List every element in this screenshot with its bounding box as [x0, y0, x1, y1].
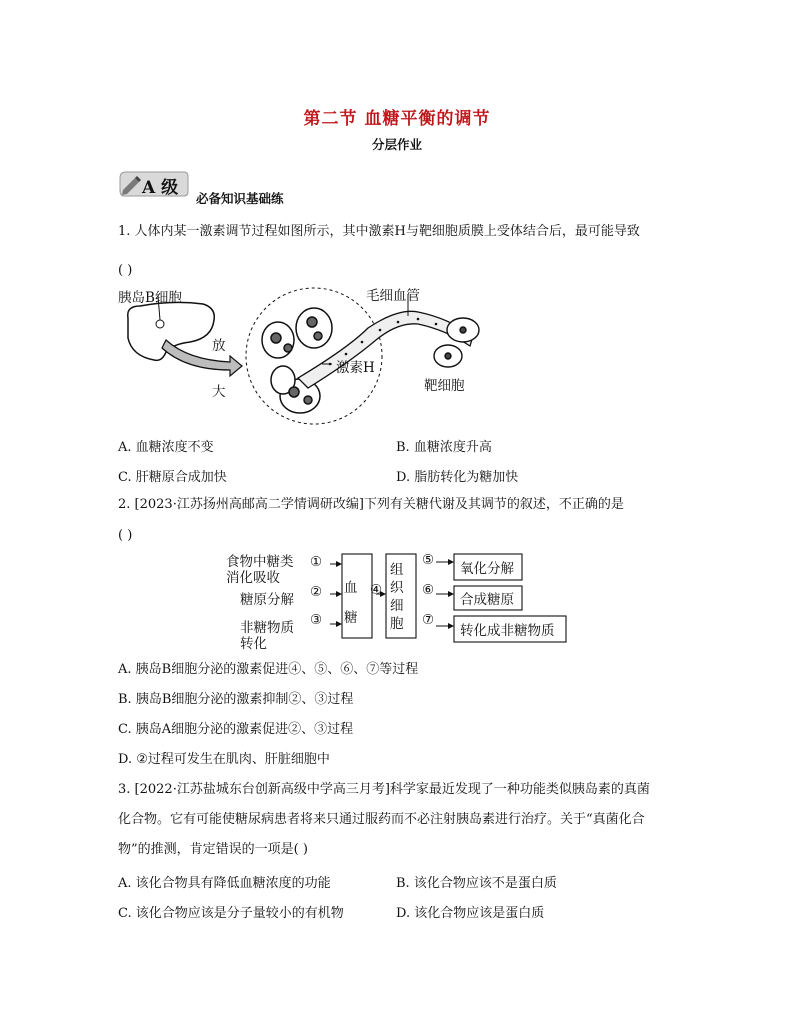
tissue-char-1: 组: [390, 562, 404, 578]
page-title: 第二节 血糖平衡的调节: [303, 109, 491, 129]
source-food-line2: 消化吸收: [226, 570, 280, 586]
q1-option-c[interactable]: C. 肝糖原合成加快: [118, 470, 227, 485]
question-3-line2: 化合物。它有可能使糖尿病患者将来只通过服药而不必注射胰岛素进行治疗。关于“真菌化合: [118, 812, 645, 827]
question-3-line1: 3. [2022·江苏盐城东台创新高级中学高三月考]科学家最近发现了一种功能类似胰岛素的真菌: [118, 782, 650, 797]
blood-char-2: 糖: [344, 610, 358, 626]
level-badge-text: A 级: [142, 178, 179, 198]
process-2: ②: [310, 584, 323, 600]
process-6: ⑥: [422, 582, 435, 598]
process-1: ①: [310, 554, 323, 570]
process-3: ③: [310, 612, 323, 628]
level-badge: [118, 170, 190, 198]
release-label-bottom: 大: [212, 384, 226, 400]
question-2-paren: ( ): [118, 528, 133, 543]
q1-option-b[interactable]: B. 血糖浓度升高: [396, 440, 492, 455]
question-1-stem: 1. 人体内某一激素调节过程如图所示，其中激素H与靶细胞质膜上受体结合后，最可能导致: [118, 224, 640, 239]
q3-option-a[interactable]: A. 该化合物具有降低血糖浓度的功能: [118, 876, 331, 891]
pancreas-label: 胰岛B细胞: [118, 290, 182, 306]
q3-option-d[interactable]: D. 该化合物应该是蛋白质: [396, 906, 545, 921]
q1-option-a[interactable]: A. 血糖浓度不变: [118, 440, 214, 455]
q2-option-a[interactable]: A. 胰岛B细胞分泌的激素促进④、⑤、⑥、⑦等过程: [118, 662, 419, 677]
question-2-stem: 2. [2023·江苏扬州高邮高二学情调研改编]下列有关糖代谢及其调节的叙述，不正确的是: [118, 497, 624, 512]
process-5: ⑤: [422, 552, 435, 568]
q2-option-c[interactable]: C. 胰岛A细胞分泌的激素促进②、③过程: [118, 722, 354, 737]
source-nonsugar-line1: 非糖物质: [240, 620, 294, 636]
question-1-paren: ( ): [118, 263, 133, 278]
q2-option-d[interactable]: D. ②过程可发生在肌肉、肝脏细胞中: [118, 752, 330, 767]
process-7: ⑦: [422, 612, 435, 628]
page-subtitle: 分层作业: [371, 137, 422, 152]
output-glycogen: 合成糖原: [460, 592, 514, 608]
q1-option-d[interactable]: D. 脂肪转化为糖加快: [396, 470, 519, 485]
output-nonsugar: 转化成非糖物质: [460, 623, 555, 639]
tissue-char-3: 细: [390, 598, 404, 614]
hormone-label: 激素H: [336, 360, 375, 376]
tissue-char-2: 织: [390, 580, 404, 596]
process-4: ④: [370, 582, 383, 598]
release-label-top: 放: [212, 338, 226, 354]
blood-char-1: 血: [344, 580, 358, 596]
source-food-line1: 食物中糖类: [226, 554, 294, 570]
q2-option-b[interactable]: B. 胰岛B细胞分泌的激素抑制②、③过程: [118, 692, 354, 707]
question-3-line3: 物”的推测，肯定错误的一项是( ): [118, 842, 308, 857]
q3-option-c[interactable]: C. 该化合物应该是分子量较小的有机物: [118, 906, 344, 921]
capillary-label: 毛细血管: [366, 288, 420, 304]
tissue-char-4: 胞: [390, 616, 404, 632]
target-cell-label: 靶细胞: [424, 378, 465, 394]
output-oxidation: 氧化分解: [460, 561, 514, 577]
source-nonsugar-line2: 转化: [240, 636, 267, 652]
islet-cells: [262, 308, 332, 413]
source-glycogen: 糖原分解: [240, 592, 294, 608]
level-subtitle: 必备知识基础练: [196, 191, 284, 206]
q3-option-b[interactable]: B. 该化合物应该不是蛋白质: [396, 876, 557, 891]
